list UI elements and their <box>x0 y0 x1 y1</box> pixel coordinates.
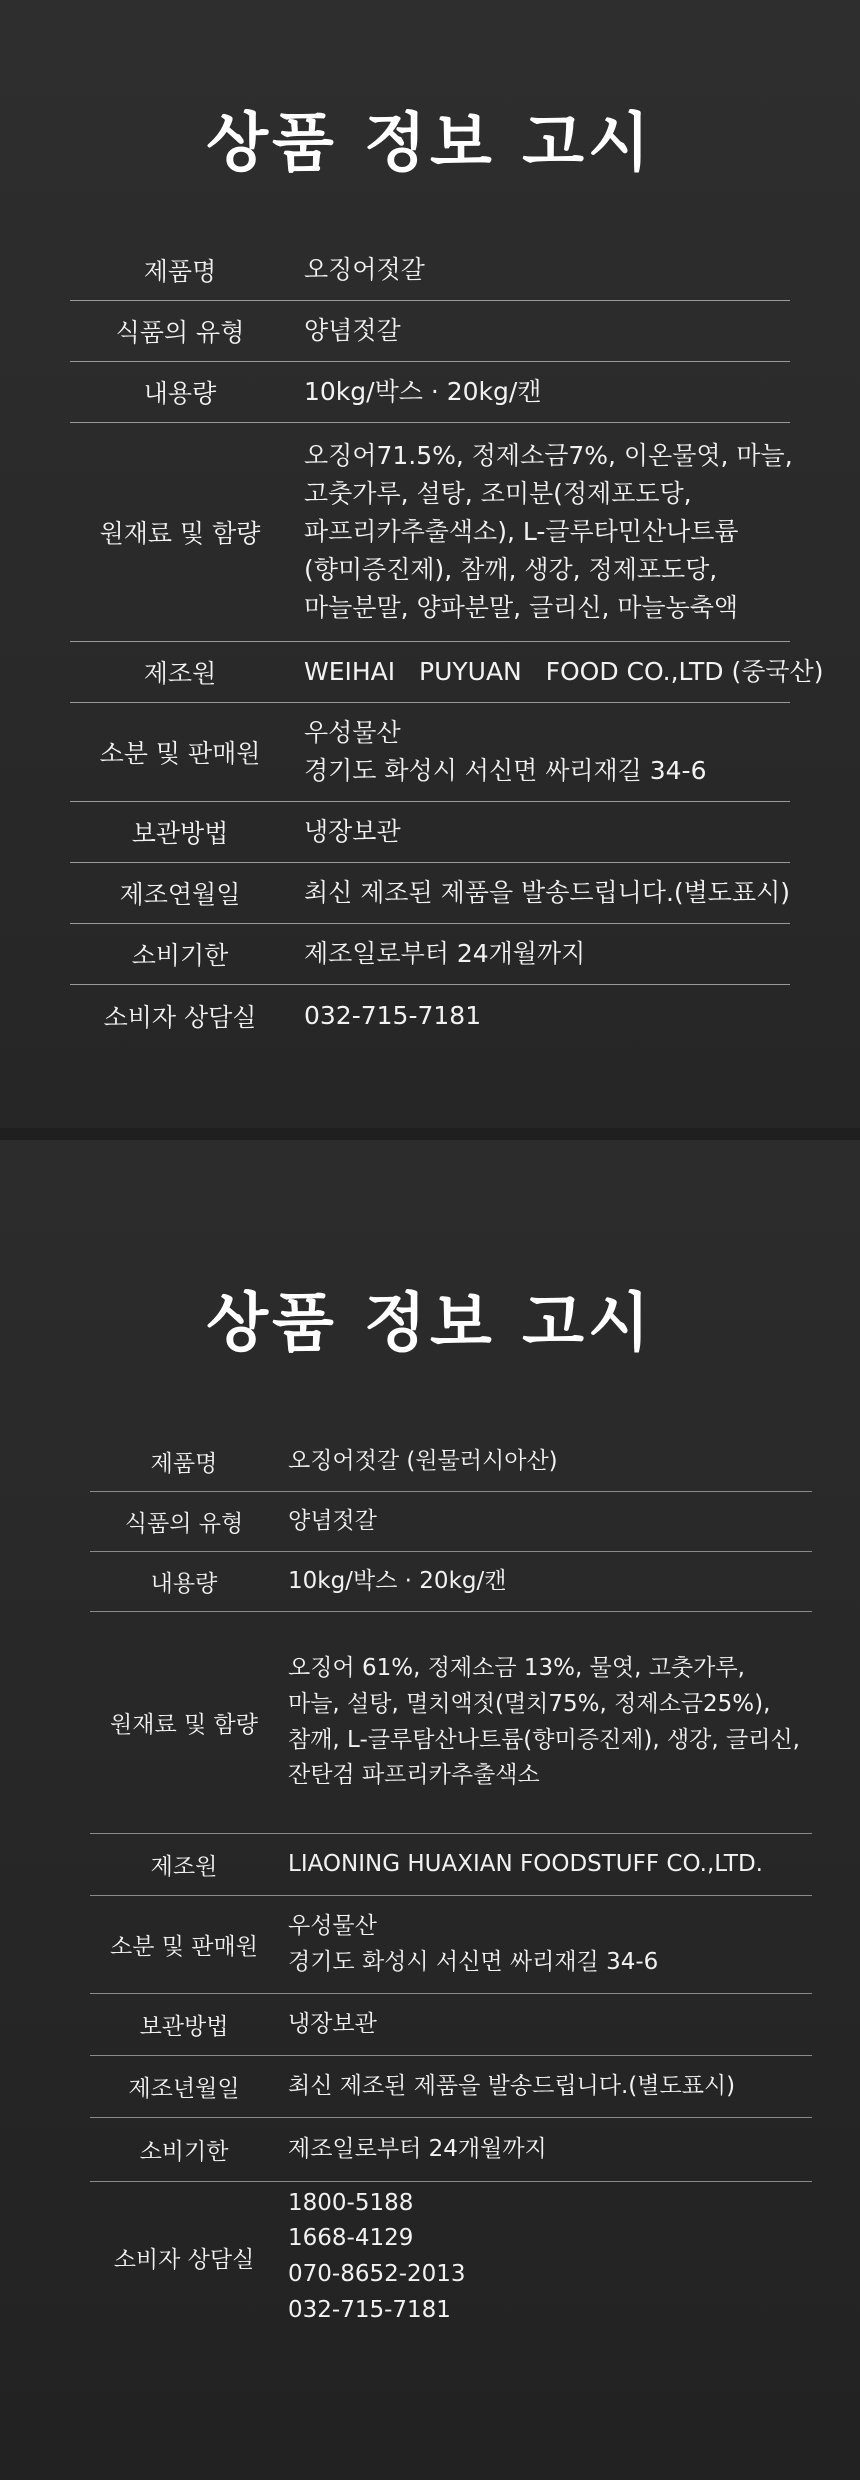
value-line: 최신 제조된 제품을 발송드립니다.(별도표시) <box>288 2072 736 2099</box>
row-value <box>278 2007 812 2043</box>
row-label: 소비기한 <box>139 2139 229 2165</box>
row-label: 보관방법 <box>131 819 229 848</box>
value-line: 양념젓갈 <box>288 1507 377 1534</box>
value-line: 마늘, 설탕, 멸치액젓(멸치75%, 정제소금25%), <box>288 1690 771 1717</box>
value-line: 제조일로부터 24개월까지 <box>288 2135 547 2162</box>
value-line: 마늘분말, 양파분말, 글리신, 마늘농축액 <box>304 593 739 622</box>
value-line: 최신 제조된 제품을 발송드립니다.(별도표시) <box>304 878 790 907</box>
table-row <box>90 1492 812 1552</box>
table-row <box>90 2056 812 2118</box>
row-value <box>278 1909 812 1980</box>
notice-panel-2 <box>0 1140 860 2480</box>
row-label: 보관방법 <box>139 2014 229 2040</box>
row-value <box>290 997 790 1035</box>
row-value <box>290 312 790 350</box>
value-line: 10kg/박스 · 20kg/캔 <box>288 1567 507 1594</box>
value-line: 오징어 61%, 정제소금 13%, 물엿, 고춧가루, <box>288 1655 745 1682</box>
row-label: 원재료 및 함량 <box>99 519 261 548</box>
table-row <box>90 1612 812 1834</box>
row-label: 내용량 <box>143 379 217 408</box>
row-label: 제조원 <box>143 659 217 688</box>
row-label: 식품의 유형 <box>124 1511 244 1537</box>
row-label: 소분 및 판매원 <box>99 739 261 768</box>
info-table <box>90 1432 812 2332</box>
value-line: 냉장보관 <box>288 2010 377 2037</box>
row-value <box>290 251 790 289</box>
value-line: 032-715-7181 <box>288 2296 451 2323</box>
row-value <box>278 2069 812 2105</box>
value-line: 10kg/박스 · 20kg/캔 <box>304 377 542 406</box>
table-row <box>90 1552 812 1612</box>
table-row <box>70 423 793 642</box>
value-line: 1668-4129 <box>288 2225 414 2252</box>
value-line: 경기도 화성시 서신면 싸리재길 34-6 <box>288 1948 659 1975</box>
table-row <box>90 2118 812 2182</box>
row-label: 제조원 <box>150 1854 218 1880</box>
row-label: 소비기한 <box>131 941 229 970</box>
value-line: WEIHAI PUYUAN FOOD CO.,LTD (중국산) <box>304 657 824 686</box>
value-line: 경기도 화성시 서신면 싸리재길 34-6 <box>304 756 707 785</box>
row-value <box>290 874 790 912</box>
row-value <box>290 935 790 973</box>
value-line: 잔탄검 파프리카추출색소 <box>288 1762 540 1789</box>
row-value <box>278 1504 812 1540</box>
value-line: 우성물산 <box>304 718 401 747</box>
value-line: 오징어젓갈 (원물러시아산) <box>288 1447 558 1474</box>
row-value <box>290 437 793 627</box>
value-line: 우성물산 <box>288 1912 377 1939</box>
notice-panel-1 <box>0 0 860 1128</box>
info-table <box>70 240 824 1046</box>
table-row <box>70 985 790 1046</box>
value-line: (향미증진제), 참깨, 생강, 정제포도당, <box>304 555 718 584</box>
value-line: 고춧가루, 설탕, 조미분(정제포도당, <box>304 479 692 508</box>
value-line: 참깨, L-글루탐산나트륨(향미증진제), 생강, 글리신, <box>288 1726 800 1753</box>
table-row <box>90 1834 812 1896</box>
section-divider <box>0 1128 860 1140</box>
table-row <box>70 240 790 301</box>
section-title: 상품 정보 고시 <box>206 1287 654 1361</box>
table-row <box>90 1994 812 2056</box>
row-label: 제조년월일 <box>128 2076 240 2102</box>
row-label: 원재료 및 함량 <box>110 1712 258 1738</box>
row-label: 제품명 <box>150 1451 218 1477</box>
row-label: 제조연월일 <box>119 880 241 909</box>
table-row <box>90 1432 812 1492</box>
value-line: 냉장보관 <box>304 817 401 846</box>
table-row <box>70 802 790 863</box>
value-line: 오징어젓갈 <box>304 255 425 284</box>
row-label: 소분 및 판매원 <box>110 1934 258 1960</box>
row-label: 소비자 상담실 <box>113 2246 255 2273</box>
value-line: 오징어71.5%, 정제소금7%, 이온물엿, 마늘, <box>304 441 793 470</box>
table-row <box>90 1896 812 1994</box>
row-value <box>290 714 790 790</box>
row-value <box>278 1847 812 1883</box>
value-line: 제조일로부터 24개월까지 <box>304 939 586 968</box>
table-row <box>70 301 790 362</box>
row-label: 소비자 상담실 <box>103 1002 257 1032</box>
row-value <box>290 373 790 411</box>
value-line: 파프리카추출색소), L-글루타민산나트륨 <box>304 517 739 546</box>
row-value <box>278 2186 812 2329</box>
value-line: 양념젓갈 <box>304 316 401 345</box>
value-line: 070-8652-2013 <box>288 2261 466 2287</box>
row-value <box>278 1651 812 1794</box>
value-line: 032-715-7181 <box>304 1000 482 1030</box>
table-row <box>70 642 824 703</box>
table-row <box>70 703 790 802</box>
row-label: 식품의 유형 <box>115 318 245 347</box>
row-label: 내용량 <box>150 1571 218 1597</box>
value-line: 1800-5188 <box>288 2189 414 2216</box>
section-title: 상품 정보 고시 <box>206 107 654 181</box>
row-label: 제품명 <box>143 257 217 286</box>
table-row <box>90 2182 812 2332</box>
table-row <box>70 863 790 924</box>
row-value <box>290 813 790 851</box>
table-row <box>70 924 790 985</box>
row-value <box>278 1564 812 1600</box>
value-line: LIAONING HUAXIAN FOODSTUFF CO.,LTD. <box>288 1850 763 1877</box>
row-value <box>290 653 823 691</box>
table-row <box>70 362 790 423</box>
row-value <box>278 2132 812 2168</box>
row-value <box>278 1444 812 1480</box>
